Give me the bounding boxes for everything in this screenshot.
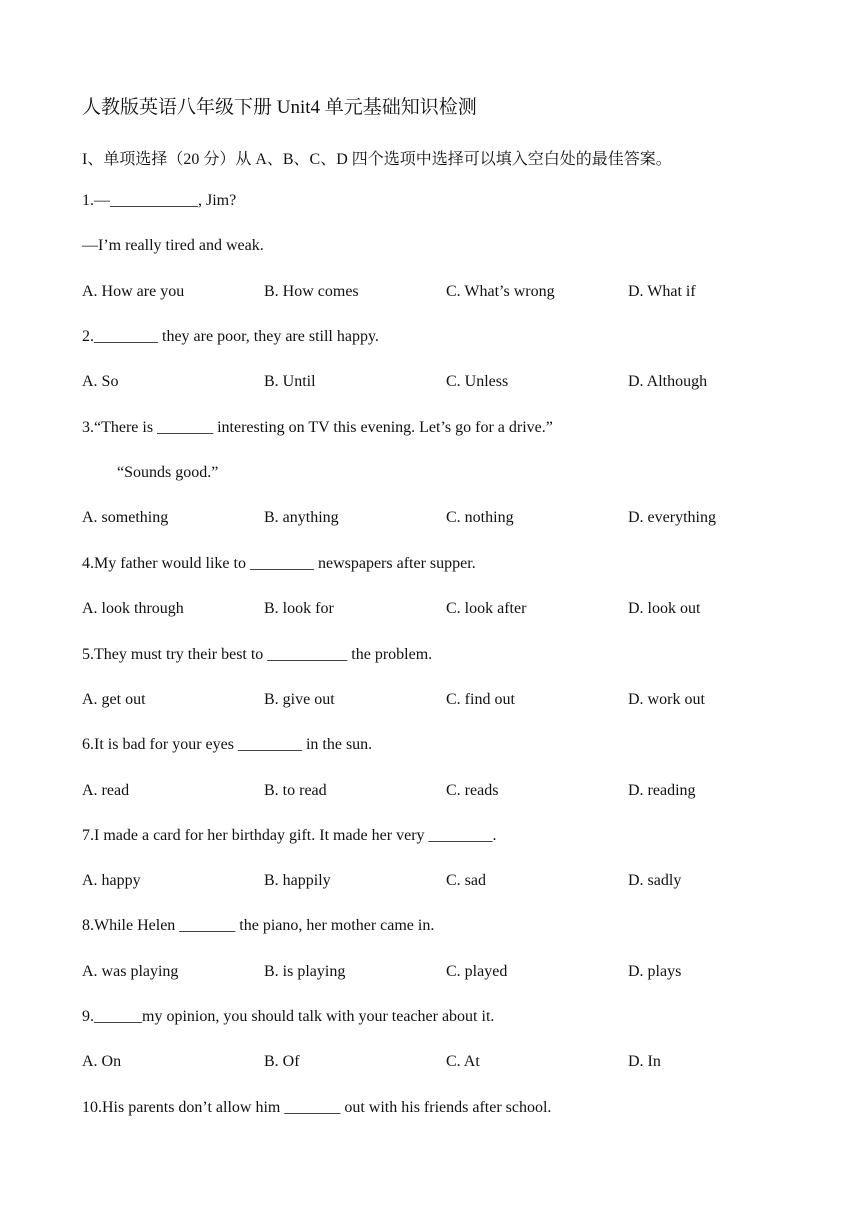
question-6-stem: 6.It is bad for your eyes ________ in the sun.: [82, 736, 373, 753]
question-2-stem: 2.________ they are poor, they are still happy.: [82, 328, 379, 345]
question-2-option-a: A. So: [82, 373, 119, 390]
question-6-option-d: D. reading: [628, 782, 696, 799]
question-8-stem: 8.While Helen _______ the piano, her mother came in.: [82, 917, 435, 934]
question-1-option-a: A. How are you: [82, 283, 185, 300]
question-8-option-c: C. played: [446, 963, 508, 980]
question-3-stem: 3.“There is _______ interesting on TV this evening. Let’s go for a drive.”: [82, 419, 553, 436]
question-5-option-c: C. find out: [446, 691, 515, 708]
question-2-option-b: B. Until: [264, 373, 316, 390]
question-4-option-a: A. look through: [82, 600, 184, 617]
question-7-option-b: B. happily: [264, 872, 331, 889]
question-3-option-d: D. everything: [628, 509, 716, 526]
question-1-option-c: C. What’s wrong: [446, 283, 555, 300]
question-4-option-d: D. look out: [628, 600, 701, 617]
question-1-response: —I’m really tired and weak.: [82, 237, 264, 254]
question-3-option-c: C. nothing: [446, 509, 514, 526]
question-6-option-b: B. to read: [264, 782, 327, 799]
question-3-option-a: A. something: [82, 509, 169, 526]
question-8-option-d: D. plays: [628, 963, 682, 980]
question-10-stem: 10.His parents don’t allow him _______ out with his friends after school.: [82, 1099, 552, 1116]
question-6-option-a: A. read: [82, 782, 130, 799]
question-3-response: “Sounds good.”: [117, 464, 219, 481]
question-9-option-a: A. On: [82, 1053, 122, 1070]
question-9-option-d: D. In: [628, 1053, 661, 1070]
question-5-stem: 5.They must try their best to __________ the problem.: [82, 646, 433, 663]
question-1-option-b: B. How comes: [264, 283, 359, 300]
question-2-option-d: D. Although: [628, 373, 708, 390]
question-1-option-d: D. What if: [628, 283, 696, 300]
document-title: 人教版英语八年级下册 Unit4 单元基础知识检测: [82, 97, 477, 118]
question-7-option-a: A. happy: [82, 872, 141, 889]
question-9-option-c: C. At: [446, 1053, 480, 1070]
question-8-option-a: A. was playing: [82, 963, 179, 980]
question-6-option-c: C. reads: [446, 782, 499, 799]
question-4-option-b: B. look for: [264, 600, 334, 617]
question-9-option-b: B. Of: [264, 1053, 300, 1070]
question-4-stem: 4.My father would like to ________ newspapers after supper.: [82, 555, 476, 572]
question-3-option-b: B. anything: [264, 509, 339, 526]
question-7-stem: 7.I made a card for her birthday gift. It made her very ________.: [82, 827, 497, 844]
question-1-stem: 1.—___________, Jim?: [82, 192, 237, 209]
question-7-option-c: C. sad: [446, 872, 486, 889]
question-9-stem: 9.______my opinion, you should talk with your teacher about it.: [82, 1008, 495, 1025]
question-5-option-b: B. give out: [264, 691, 335, 708]
question-7-option-d: D. sadly: [628, 872, 682, 889]
question-4-option-c: C. look after: [446, 600, 527, 617]
question-5-option-d: D. work out: [628, 691, 705, 708]
question-8-option-b: B. is playing: [264, 963, 346, 980]
question-5-option-a: A. get out: [82, 691, 146, 708]
section-instruction: I、单项选择（20 分）从 A、B、C、D 四个选项中选择可以填入空白处的最佳答案。: [82, 151, 672, 168]
question-2-option-c: C. Unless: [446, 373, 509, 390]
